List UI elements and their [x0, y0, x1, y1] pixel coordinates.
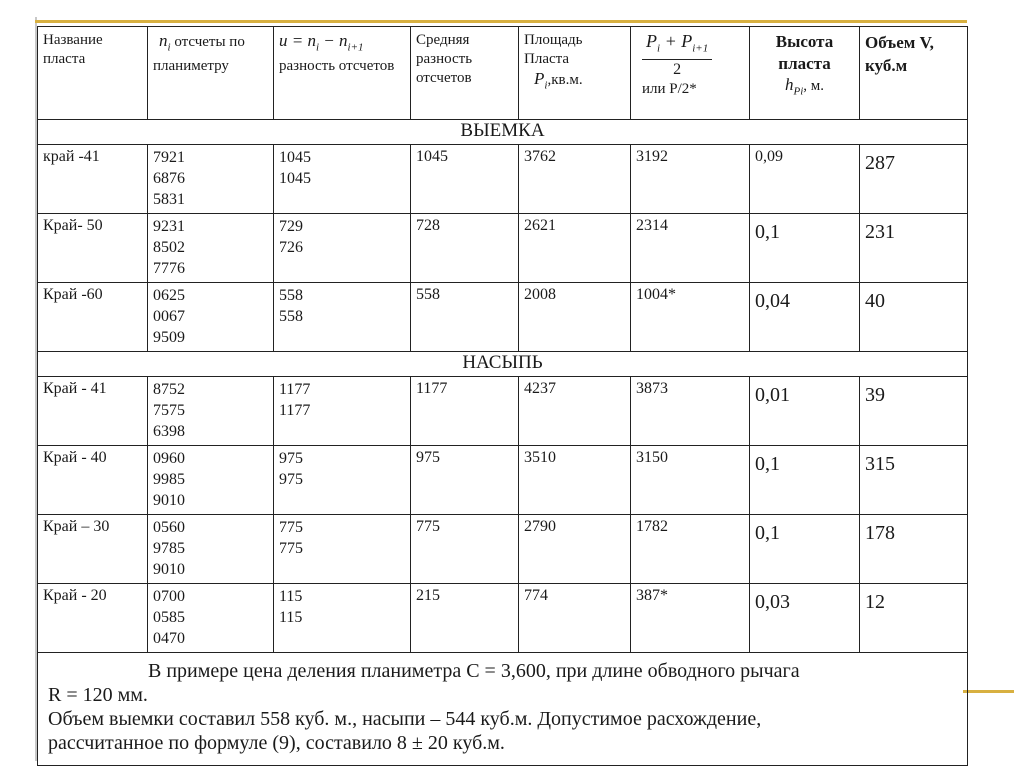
- table-cell: 0,1: [750, 515, 860, 584]
- table-cell: Край - 20: [38, 584, 148, 653]
- table-cell: [274, 515, 411, 584]
- cell-value: 558: [279, 287, 303, 304]
- cell-value: 0560: [153, 519, 185, 536]
- table-cell: 287: [860, 145, 968, 214]
- table-cell: 3510: [519, 446, 631, 515]
- section-cut: [38, 120, 968, 145]
- table-cell: [274, 214, 411, 283]
- survey-table: [37, 26, 968, 766]
- header-volume: Объем V, куб.м: [860, 27, 968, 120]
- table-cell: 0,03: [750, 584, 860, 653]
- header-difference: $u = n_i - n_{i+1}$ разность отсчетов: [274, 27, 411, 120]
- table-cell: 1004*: [631, 283, 750, 352]
- cell-value: 1045: [279, 170, 311, 187]
- table-row: [38, 446, 968, 515]
- cell-value: 7921: [153, 149, 185, 166]
- cell-value: 558: [279, 308, 303, 325]
- table-cell: 0,04: [750, 283, 860, 352]
- table-cell: 0,1: [750, 214, 860, 283]
- table-row: [38, 145, 968, 214]
- cell-value: 1045: [279, 149, 311, 166]
- table-cell: 12: [860, 584, 968, 653]
- table-cell: Край -60: [38, 283, 148, 352]
- cell-value: 775: [279, 540, 303, 557]
- table-row: [38, 515, 968, 584]
- cell-value: 726: [279, 239, 303, 256]
- cell-value: 1177: [279, 402, 311, 419]
- table-cell: [148, 214, 274, 283]
- table-cell: 775: [411, 515, 519, 584]
- table-cell: 3762: [519, 145, 631, 214]
- cell-value: 0625: [153, 287, 185, 304]
- cell-value: 0960: [153, 450, 185, 467]
- table-cell: 2008: [519, 283, 631, 352]
- table-cell: 39: [860, 377, 968, 446]
- table-cell: 3150: [631, 446, 750, 515]
- table-row: [38, 377, 968, 446]
- cell-value: 0585: [153, 609, 185, 626]
- table-cell: [274, 377, 411, 446]
- table-cell: 3192: [631, 145, 750, 214]
- table-cell: 1782: [631, 515, 750, 584]
- table-cell: 774: [519, 584, 631, 653]
- cell-value: 975: [279, 471, 303, 488]
- table-cell: ВЫЕМКА: [38, 120, 968, 145]
- cell-value: 9785: [153, 540, 185, 557]
- cell-value: 0470: [153, 630, 185, 647]
- cell-value: 6876: [153, 170, 185, 187]
- table-cell: 0,1: [750, 446, 860, 515]
- table-cell: 558: [411, 283, 519, 352]
- table-cell: 728: [411, 214, 519, 283]
- cell-value: 6398: [153, 423, 185, 440]
- cell-value: 8752: [153, 381, 185, 398]
- section-fill: [38, 352, 968, 377]
- table-cell: [148, 283, 274, 352]
- table-cell: 2621: [519, 214, 631, 283]
- header-row: [38, 27, 968, 120]
- table-cell: 215: [411, 584, 519, 653]
- table-cell: 231: [860, 214, 968, 283]
- table-cell: [148, 145, 274, 214]
- cell-value: 0067: [153, 308, 185, 325]
- table-cell: [274, 584, 411, 653]
- table-cell: 2790: [519, 515, 631, 584]
- table-cell: 0,09: [750, 145, 860, 214]
- table-cell: 975: [411, 446, 519, 515]
- table-cell: [148, 446, 274, 515]
- cell-value: 9231: [153, 218, 185, 235]
- table-cell: 178: [860, 515, 968, 584]
- table-cell: 0,01: [750, 377, 860, 446]
- table-cell: Край- 50: [38, 214, 148, 283]
- table-cell: 4237: [519, 377, 631, 446]
- cell-value: 1177: [279, 381, 311, 398]
- footer-note: В примере цена деления планиметра С = 3,600, при длине обводного рычага R = 120 мм. Объем выемки составил 558 куб. м., насыпи – 544 куб.м. Допустимое расхождение, рассчитанное по формуле (9), составило 8 ± 20 куб.м.: [38, 653, 968, 766]
- half-sum-fraction: $\frac{P_i + P_{i+1}}{2}$: [642, 31, 712, 80]
- cell-value: 115: [279, 588, 303, 605]
- cell-value: 7575: [153, 402, 185, 419]
- header-name: Название пласта: [38, 27, 148, 120]
- header-average: Средняя разность отсчетов: [411, 27, 519, 120]
- table-cell: Край – 30: [38, 515, 148, 584]
- table-cell: [148, 515, 274, 584]
- table-cell: 40: [860, 283, 968, 352]
- table-cell: край -41: [38, 145, 148, 214]
- table-cell: [274, 283, 411, 352]
- cell-value: 7776: [153, 260, 185, 277]
- top-accent-line: [35, 20, 967, 23]
- cell-value: 0700: [153, 588, 185, 605]
- table-cell: [274, 145, 411, 214]
- table-row: [38, 283, 968, 352]
- header-half-sum: $\frac{P_i + P_{i+1}}{2}$ или P/2*: [631, 27, 750, 120]
- table-cell: 2314: [631, 214, 750, 283]
- table-cell: [274, 446, 411, 515]
- cell-value: 775: [279, 519, 303, 536]
- table-cell: 1045: [411, 145, 519, 214]
- cell-value: 9010: [153, 561, 185, 578]
- table-cell: 315: [860, 446, 968, 515]
- cell-value: 729: [279, 218, 303, 235]
- table-row: [38, 584, 968, 653]
- table-cell: Край - 41: [38, 377, 148, 446]
- cell-value: 5831: [153, 191, 185, 208]
- table-row: [38, 214, 968, 283]
- header-readings: $n_i$ отсчеты по планиметру: [148, 27, 274, 120]
- table-cell: 3873: [631, 377, 750, 446]
- cell-value: 9985: [153, 471, 185, 488]
- table-cell: [148, 377, 274, 446]
- header-height: Высота пласта $h_{Pi}$, м.: [750, 27, 860, 120]
- cell-value: 9509: [153, 329, 185, 346]
- cell-value: 975: [279, 450, 303, 467]
- table-cell: 1177: [411, 377, 519, 446]
- table-cell: Край - 40: [38, 446, 148, 515]
- right-accent-line: [963, 690, 1014, 693]
- footer-note-row: [38, 653, 968, 766]
- table-cell: [148, 584, 274, 653]
- table-cell: НАСЫПЬ: [38, 352, 968, 377]
- cell-value: 8502: [153, 239, 185, 256]
- cell-value: 9010: [153, 492, 185, 509]
- header-area: Площадь Пласта $P_i,кв.м$.: [519, 27, 631, 120]
- cell-value: 115: [279, 609, 303, 626]
- table-cell: 387*: [631, 584, 750, 653]
